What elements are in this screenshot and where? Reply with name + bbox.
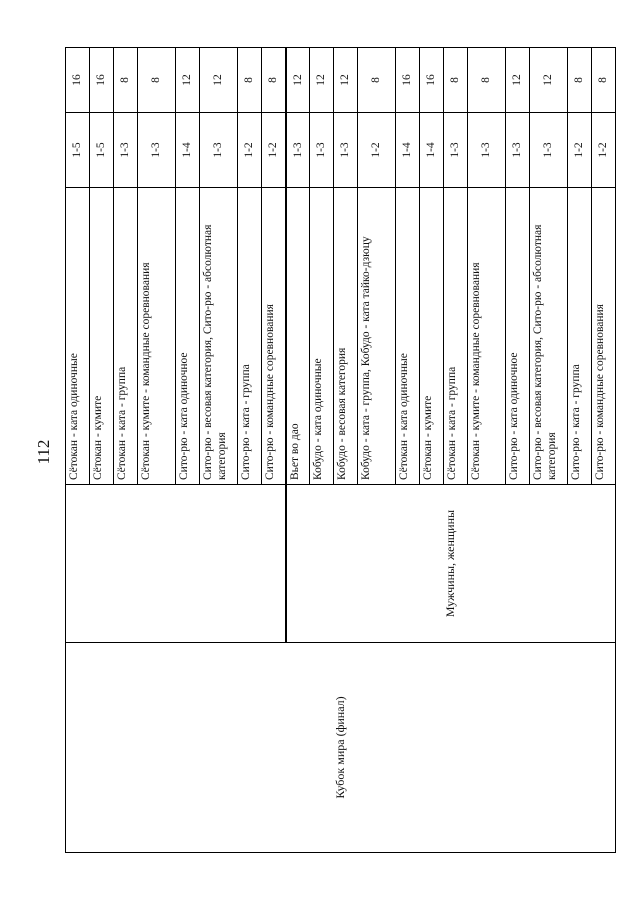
ages-cell: 1-2 (358, 113, 396, 188)
count-cell: 12 (310, 48, 334, 113)
count-cell: 16 (420, 48, 444, 113)
count-cell: 12 (286, 48, 310, 113)
discipline-cell: Сётокан - кумите - командные соревнования (468, 188, 506, 485)
count-cell: 8 (262, 48, 286, 113)
count-cell: 8 (238, 48, 262, 113)
group-cell-empty (66, 485, 286, 643)
discipline-cell: Сётокан - ката одиночные (396, 188, 420, 485)
count-cell: 8 (568, 48, 592, 113)
ages-cell: 1-4 (176, 113, 200, 188)
count-cell: 12 (506, 48, 530, 113)
count-cell: 8 (114, 48, 138, 113)
ages-cell: 1-2 (568, 113, 592, 188)
discipline-cell: Сито-рю - весовая категория, Сито-рю - абсолютная категория (200, 188, 238, 485)
count-cell: 12 (176, 48, 200, 113)
group-cell: Мужчины, женщины (286, 485, 616, 643)
discipline-cell: Вьет во дао (286, 188, 310, 485)
count-cell: 8 (358, 48, 396, 113)
discipline-cell: Сётокан - кумите - командные соревнования (138, 188, 176, 485)
competition-table (65, 47, 616, 853)
discipline-cell: Сётокан - ката - группа (444, 188, 468, 485)
count-cell: 16 (90, 48, 114, 113)
discipline-cell: Сито-рю - весовая категория, Сито-рю - абсолютная категория (530, 188, 568, 485)
table-body (66, 48, 616, 853)
ages-cell: 1-3 (334, 113, 358, 188)
discipline-cell: Сито-рю - ката - группа (568, 188, 592, 485)
count-cell: 8 (138, 48, 176, 113)
ages-cell: 1-4 (420, 113, 444, 188)
count-cell: 8 (468, 48, 506, 113)
ages-cell: 1-3 (310, 113, 334, 188)
count-cell: 12 (334, 48, 358, 113)
discipline-cell: Сито-рю - ката одиночное (176, 188, 200, 485)
ages-cell: 1-3 (114, 113, 138, 188)
ages-cell: 1-5 (66, 113, 90, 188)
discipline-cell: Сётокан - ката - группа (114, 188, 138, 485)
ages-cell: 1-3 (286, 113, 310, 188)
discipline-cell: Сётокан - ката одиночные (66, 188, 90, 485)
discipline-cell: Сётокан - кумите (420, 188, 444, 485)
table-wrapper (65, 48, 615, 853)
ages-cell: 1-2 (262, 113, 286, 188)
discipline-cell: Сито-рю - ката одиночное (506, 188, 530, 485)
ages-cell: 1-3 (444, 113, 468, 188)
discipline-cell: Сито-рю - командные соревнования (262, 188, 286, 485)
discipline-cell: Кобудо - весовая категория (334, 188, 358, 485)
ages-cell: 1-2 (592, 113, 616, 188)
table-row (66, 48, 90, 853)
ages-cell: 1-3 (138, 113, 176, 188)
discipline-cell: Сито-рю - командные соревнования (592, 188, 616, 485)
count-cell: 12 (200, 48, 238, 113)
ages-cell: 1-2 (238, 113, 262, 188)
count-cell: 8 (444, 48, 468, 113)
rotated-page-content (65, 48, 615, 853)
count-cell: 8 (592, 48, 616, 113)
page-number: 112 (34, 439, 53, 465)
discipline-cell: Кобудо - ката - группа, Кобудо - ката тайко-дзюцу (358, 188, 396, 485)
ages-cell: 1-5 (90, 113, 114, 188)
discipline-cell: Кобудо - ката одиночные (310, 188, 334, 485)
ages-cell: 1-3 (530, 113, 568, 188)
ages-cell: 1-4 (396, 113, 420, 188)
discipline-cell: Сито-рю - ката - группа (238, 188, 262, 485)
count-cell: 16 (396, 48, 420, 113)
count-cell: 12 (530, 48, 568, 113)
discipline-cell: Сётокан - кумите (90, 188, 114, 485)
ages-cell: 1-3 (468, 113, 506, 188)
competition-cell: Кубок мира (финал) (66, 643, 616, 853)
ages-cell: 1-3 (506, 113, 530, 188)
ages-cell: 1-3 (200, 113, 238, 188)
count-cell: 16 (66, 48, 90, 113)
